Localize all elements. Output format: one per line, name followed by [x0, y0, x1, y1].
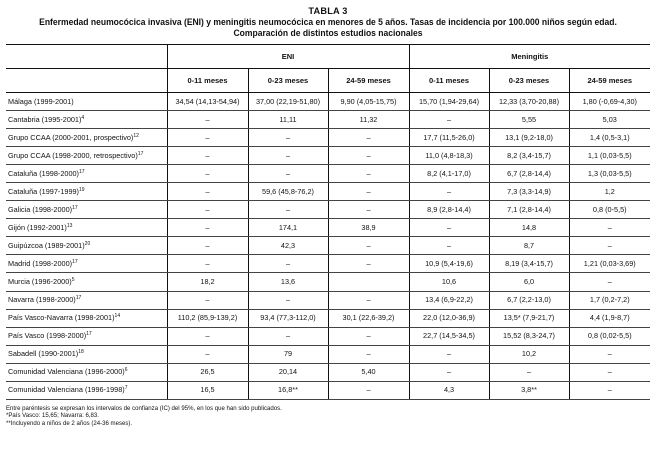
rate-cell: 110,2 (85,9-139,2) — [167, 309, 248, 327]
study-name: Madrid (1998-2000) — [8, 258, 73, 268]
table-row — [6, 147, 650, 165]
study-name: Málaga (1999-2001) — [8, 96, 74, 106]
rate-cell: 15,52 (8,3-24,7) — [489, 327, 569, 345]
rate-cell: – — [328, 327, 409, 345]
table-row — [6, 165, 650, 183]
rate-cell: – — [489, 363, 569, 381]
study-name: Murcia (1996-2000) — [8, 276, 72, 286]
study-name-cell — [6, 345, 167, 363]
study-name: Cantabria (1995-2001) — [8, 114, 82, 124]
study-name: Guipúzcoa (1989-2001) — [8, 240, 85, 250]
study-name: Cataluña (1998-2000) — [8, 168, 79, 178]
table-row — [6, 93, 650, 111]
table-title: Enfermedad neumocócica invasiva (ENI) y meningitis neumocócica en menores de 5 años. Tasas de incidencia por 100.000 niños según edad. — [39, 17, 617, 27]
table-row — [6, 381, 650, 399]
rate-cell: – — [167, 111, 248, 129]
rate-cell: 9,90 (4,05-15,75) — [328, 93, 409, 111]
rate-cell: 11,0 (4,8-18,3) — [409, 147, 489, 165]
table-row — [6, 273, 650, 291]
reference-number: 20 — [84, 240, 91, 247]
rate-cell: 10,6 — [409, 273, 489, 291]
rate-cell: 22,7 (14,5-34,5) — [409, 327, 489, 345]
rate-cell: 1,7 (0,2-7,2) — [569, 291, 650, 309]
rate-cell: – — [167, 201, 248, 219]
rate-cell: 1,4 (0,5-3,1) — [569, 129, 650, 147]
rate-cell: – — [248, 201, 328, 219]
table-row — [6, 219, 650, 237]
table-row — [6, 183, 650, 201]
study-name-cell — [6, 327, 167, 345]
rate-cell: 22,0 (12,0-36,9) — [409, 309, 489, 327]
rate-cell: – — [248, 165, 328, 183]
study-name: Sabadell (1990-2001) — [8, 349, 79, 359]
rate-cell: 8,7 — [489, 237, 569, 255]
study-name-cell — [6, 129, 167, 147]
table-row — [6, 363, 650, 381]
rate-cell: – — [167, 291, 248, 309]
rate-cell: 79 — [248, 345, 328, 363]
reference-number: 18 — [78, 349, 84, 356]
rate-cell: – — [569, 273, 650, 291]
study-name-cell — [6, 273, 167, 291]
rate-cell — [328, 273, 409, 291]
rate-cell: – — [409, 219, 489, 237]
rate-cell: 6,7 (2,8-14,4) — [489, 165, 569, 183]
study-name-cell — [6, 165, 167, 183]
rate-cell: 13,1 (9,2-18,0) — [489, 129, 569, 147]
rate-cell: 5,55 — [489, 111, 569, 129]
rate-cell: – — [328, 381, 409, 399]
incidence-table — [6, 44, 650, 400]
note-ci: Entre paréntesis se expresan los intervalos de confianza (IC) del 95%, en los que han sido publicados. — [6, 404, 282, 412]
rate-cell: – — [569, 237, 650, 255]
rate-cell: 13,5* (7,9-21,7) — [489, 309, 569, 327]
table-notes — [6, 405, 598, 428]
table-row — [6, 255, 650, 273]
rate-cell: 1,2 — [569, 183, 650, 201]
rate-cell: 20,14 — [248, 363, 328, 381]
rate-cell: – — [569, 345, 650, 363]
rate-cell: 16,8** — [248, 381, 328, 399]
rate-cell: – — [167, 345, 248, 363]
reference-number: 17 — [75, 295, 82, 302]
rate-cell: 174,1 — [248, 219, 328, 237]
col-header: 0-11 meses — [409, 69, 489, 93]
reference-number: 4 — [81, 114, 85, 121]
table-row — [6, 129, 650, 147]
rate-cell: 34,54 (14,13-54,94) — [167, 93, 248, 111]
table-row — [6, 309, 650, 327]
rate-cell: – — [167, 219, 248, 237]
rate-cell: 16,5 — [167, 381, 248, 399]
rate-cell: 6,7 (2,2-13,0) — [489, 291, 569, 309]
study-name-cell — [6, 201, 167, 219]
col-header: 0-23 meses — [248, 69, 328, 93]
rate-cell: – — [167, 147, 248, 165]
rate-cell: 1,80 (-0,69-4,30) — [569, 93, 650, 111]
table-row — [6, 237, 650, 255]
table-row — [6, 345, 650, 363]
rate-cell: – — [328, 201, 409, 219]
rate-cell: 8,2 (3,4-15,7) — [489, 147, 569, 165]
rate-cell: – — [328, 291, 409, 309]
rate-cell: 37,00 (22,19-51,80) — [248, 93, 328, 111]
rate-cell: 12,33 (3,70-20,88) — [489, 93, 569, 111]
rate-cell: 13,6 — [248, 273, 328, 291]
rate-cell: 38,9 — [328, 219, 409, 237]
table-header — [6, 6, 650, 39]
study-name-cell — [6, 147, 167, 165]
study-name-cell — [6, 291, 167, 309]
table-row — [6, 201, 650, 219]
reference-number: 13 — [66, 222, 73, 229]
study-name-cell — [6, 219, 167, 237]
rate-cell: – — [569, 381, 650, 399]
study-name-cell — [6, 255, 167, 273]
study-name-cell — [6, 111, 167, 129]
header-blank — [6, 45, 167, 69]
reference-number: 12 — [133, 132, 139, 139]
study-name: Comunidad Valenciana (1996-1998) — [8, 385, 125, 395]
rate-cell: – — [409, 111, 489, 129]
rate-cell: – — [409, 363, 489, 381]
reference-number: 19 — [79, 186, 85, 193]
col-header: 0-23 meses — [489, 69, 569, 93]
col-header: 24-59 meses — [569, 69, 650, 93]
rate-cell: 59,6 (45,8-76,2) — [248, 183, 328, 201]
rate-cell: – — [409, 237, 489, 255]
rate-cell: 7,3 (3,3-14,9) — [489, 183, 569, 201]
rate-cell: – — [409, 183, 489, 201]
rate-cell: 18,2 — [167, 273, 248, 291]
table-row — [6, 291, 650, 309]
rate-cell: – — [328, 147, 409, 165]
study-name: País Vasco-Navarra (1998-2001) — [8, 313, 115, 323]
rate-cell: – — [167, 327, 248, 345]
col-header: 24-59 meses — [328, 69, 409, 93]
rate-cell: 15,70 (1,94-29,64) — [409, 93, 489, 111]
reference-number: 17 — [137, 150, 144, 157]
study-name: Galicia (1998-2000) — [8, 204, 73, 214]
rate-cell: – — [328, 183, 409, 201]
rate-cell: 93,4 (77,3-112,0) — [248, 309, 328, 327]
rate-cell: – — [409, 345, 489, 363]
rate-cell: 8,2 (4,1-17,0) — [409, 165, 489, 183]
rate-cell: 7,1 (2,8-14,4) — [489, 201, 569, 219]
rate-cell: – — [248, 327, 328, 345]
rate-cell: 14,8 — [489, 219, 569, 237]
reference-number: 17 — [79, 168, 85, 175]
table-subtitle: Comparación de distintos estudios nacionales — [233, 28, 423, 38]
rate-cell: – — [248, 291, 328, 309]
study-name: País Vasco (1998-2000) — [8, 331, 87, 341]
rate-cell: 3,8** — [489, 381, 569, 399]
rate-cell: – — [248, 129, 328, 147]
rate-cell: 4,3 — [409, 381, 489, 399]
rate-cell: – — [328, 129, 409, 147]
rate-cell: 6,0 — [489, 273, 569, 291]
rate-cell: 4,4 (1,9-8,7) — [569, 309, 650, 327]
reference-number: 17 — [72, 258, 78, 265]
rate-cell: – — [248, 255, 328, 273]
rate-cell: 5,40 — [328, 363, 409, 381]
rate-cell: – — [328, 165, 409, 183]
rate-cell: 8,19 (3,4-15,7) — [489, 255, 569, 273]
table-number: TABLA 3 — [308, 6, 348, 16]
note-asterisk: *País Vasco: 15,65; Navarra: 6,83. — [6, 412, 99, 420]
rate-cell: 5,03 — [569, 111, 650, 129]
study-name-cell — [6, 309, 167, 327]
group-header-meningitis: Meningitis — [409, 45, 650, 69]
group-header-eni: ENI — [167, 45, 409, 69]
study-name: Comunidad Valenciana (1996-2000) — [8, 367, 125, 377]
reference-number: 7 — [124, 385, 128, 392]
rate-cell: – — [569, 219, 650, 237]
study-name: Grupo CCAA (2000-2001, prospectivo) — [8, 132, 134, 142]
rate-cell: 30,1 (22,6-39,2) — [328, 309, 409, 327]
rate-cell: – — [167, 183, 248, 201]
study-name-cell — [6, 363, 167, 381]
rate-cell: 1,21 (0,03-3,69) — [569, 255, 650, 273]
rate-cell: 11,32 — [328, 111, 409, 129]
study-name-cell — [6, 183, 167, 201]
rate-cell: 0,8 (0-5,5) — [569, 201, 650, 219]
rate-cell: – — [328, 255, 409, 273]
rate-cell: 10,9 (5,4-19,6) — [409, 255, 489, 273]
rate-cell: – — [569, 363, 650, 381]
reference-number: 17 — [72, 204, 78, 211]
rate-cell: – — [328, 345, 409, 363]
reference-number: 6 — [124, 367, 128, 374]
rate-cell: 0,8 (0,02-5,5) — [569, 327, 650, 345]
study-name-cell — [6, 237, 167, 255]
table-document — [6, 6, 650, 428]
rate-cell: 1,1 (0,03-5,5) — [569, 147, 650, 165]
table-row — [6, 111, 650, 129]
table-body — [6, 93, 650, 400]
table-row — [6, 327, 650, 345]
rate-cell: 42,3 — [248, 237, 328, 255]
header-blank-sub — [6, 69, 167, 93]
rate-cell: 26,5 — [167, 363, 248, 381]
reference-number: 17 — [86, 331, 92, 338]
rate-cell: – — [167, 129, 248, 147]
rate-cell: 8,9 (2,8-14,4) — [409, 201, 489, 219]
col-header: 0-11 meses — [167, 69, 248, 93]
rate-cell: – — [328, 237, 409, 255]
rate-cell: 13,4 (6,9-22,2) — [409, 291, 489, 309]
rate-cell: – — [167, 237, 248, 255]
rate-cell: 1,3 (0,03-5,5) — [569, 165, 650, 183]
rate-cell: 17,7 (11,5-26,0) — [409, 129, 489, 147]
note-double-asterisk: **Incluyendo a niños de 2 años (24-36 meses). — [6, 419, 133, 427]
rate-cell: 10,2 — [489, 345, 569, 363]
study-name: Cataluña (1997-1999) — [8, 186, 79, 196]
study-name-cell — [6, 381, 167, 399]
study-name-cell — [6, 93, 167, 111]
rate-cell: – — [167, 255, 248, 273]
study-name: Grupo CCAA (1998-2000, retrospectivo) — [8, 150, 138, 160]
study-name: Gijón (1992-2001) — [8, 222, 67, 232]
rate-cell: 11,11 — [248, 111, 328, 129]
rate-cell: – — [248, 147, 328, 165]
study-name: Navarra (1998-2000) — [8, 295, 76, 305]
reference-number: 5 — [71, 276, 75, 283]
reference-number: 14 — [114, 313, 121, 320]
rate-cell: – — [167, 165, 248, 183]
